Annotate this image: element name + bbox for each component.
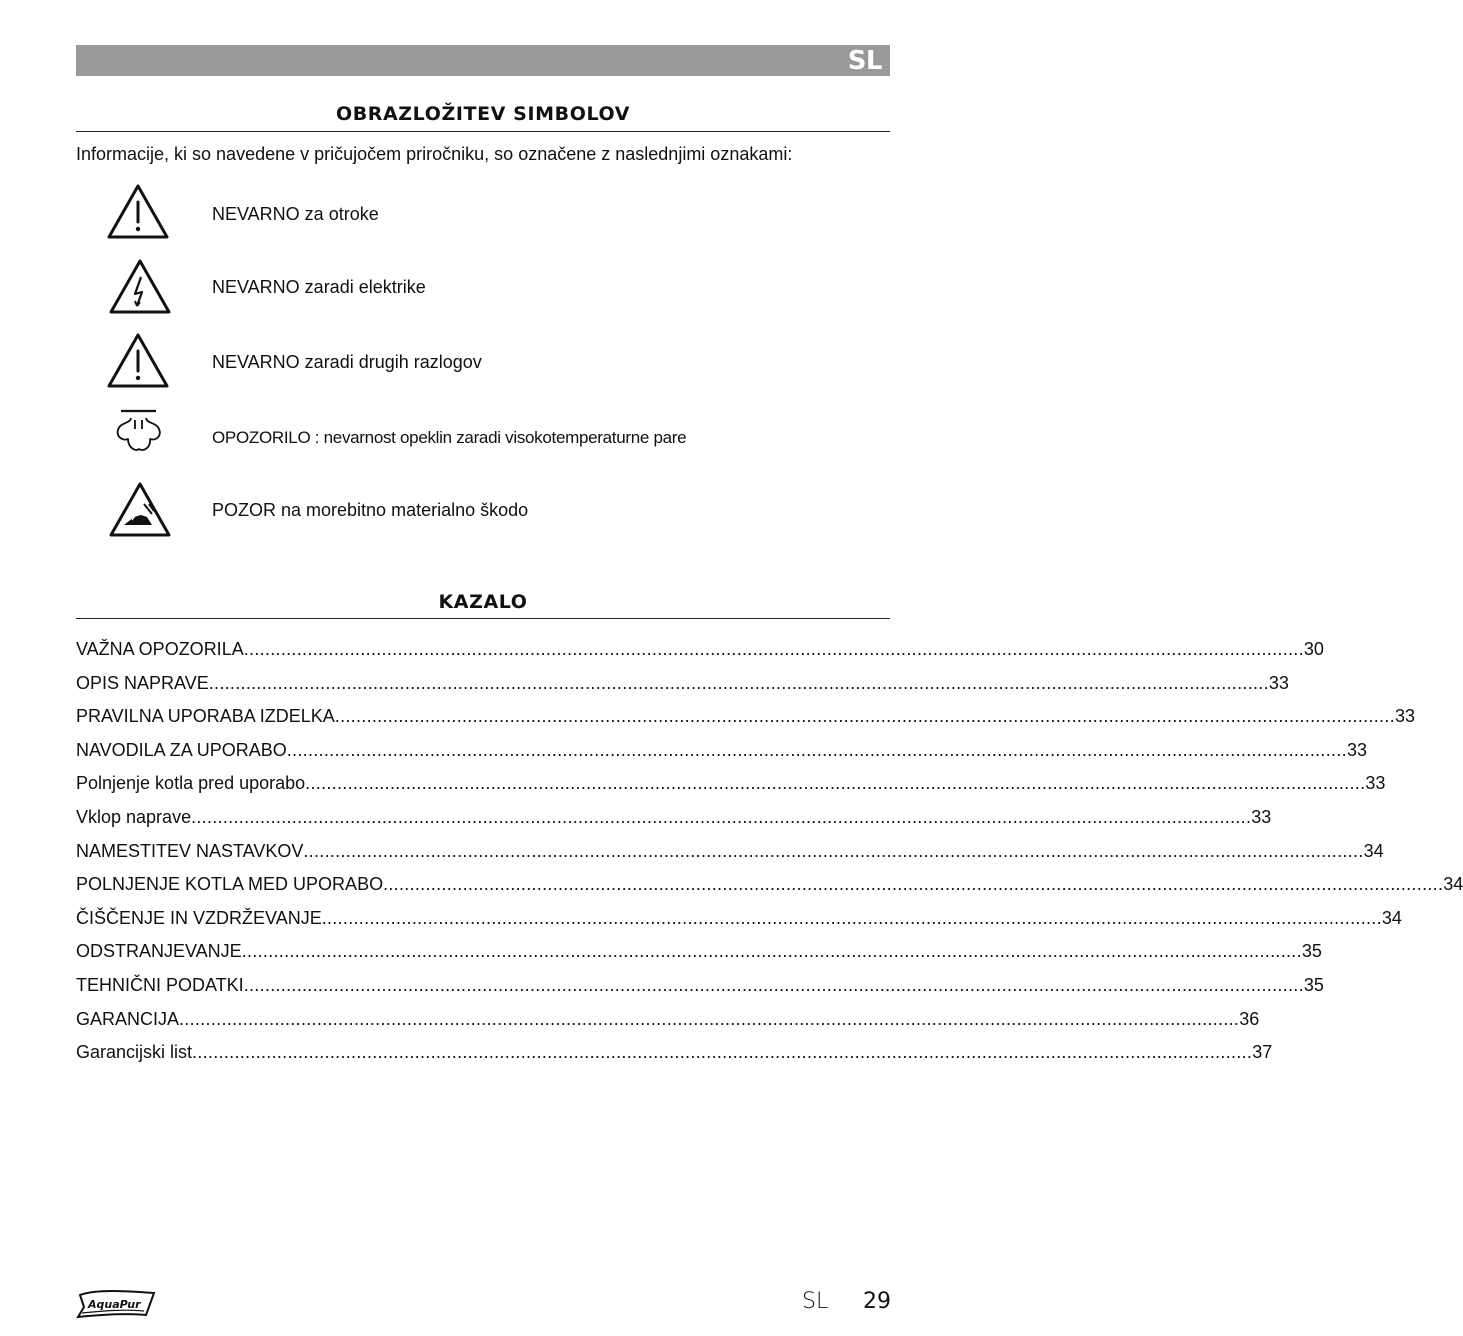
toc-entry-page: 33 [1394,706,1415,727]
toc-entry [76,672,1289,707]
toc-entry-page: 33 [1268,672,1289,693]
toc-entry-page: 34 [1443,874,1463,895]
toc-entry-label: Vklop naprave [76,806,192,827]
toc-entry-page: 33 [1251,806,1272,827]
toc-entry-label: PRAVILNA UPORABA IZDELKA [76,706,335,727]
toc-leader-dots: ........................................................................................................................................................................................................ [243,974,1304,995]
toc-entry-label: ODSTRANJEVANJE [76,941,242,962]
toc-entry [76,941,1322,975]
toc-entry-page: 35 [1301,941,1322,962]
aquapur-logo [76,1287,156,1321]
toc-entry [76,1008,1260,1043]
toc-entry-page: 36 [1239,1008,1260,1029]
toc-entry-label: POLNJENJE KOTLA MED UPORABO [76,874,384,895]
toc-leader-dots: ........................................................................................................................................................................................................ [305,773,1366,794]
table-of-contents [76,639,1463,1076]
warning-triangle-icon [106,332,170,390]
toc-entry-label: ČIŠČENJE IN VZDRŽEVANJE [76,907,322,928]
symbols-title-rule [76,131,890,132]
toc-entry [76,1042,1273,1076]
symbol-label: OPOZORILO : nevarnost opeklin zaradi visokotemperaturne pare [212,428,687,447]
symbol-label: POZOR na morebitno materialno škodo [212,500,529,520]
toc-entry [76,639,1324,673]
electric-hazard-icon [106,258,170,316]
toc-entry-page: 34 [1381,907,1402,928]
page-number: 29 [863,1289,891,1314]
toc-leader-dots: ........................................................................................................................................................................................................ [286,739,1347,760]
toc-entry-label: GARANCIJA [76,1008,180,1029]
toc-entry-page: 35 [1303,974,1324,995]
toc-entry [76,907,1402,942]
toc-leader-dots: ........................................................................................................................................................................................................ [191,806,1252,827]
hot-steam-icon [106,406,170,464]
symbol-label: NEVARNO zaradi elektrike [212,277,426,297]
toc-entry-label: Polnjenje kotla pred uporabo [76,773,306,794]
symbol-label: NEVARNO zaradi drugih razlogov [212,352,482,372]
toc-entry-page: 33 [1346,739,1367,760]
warning-triangle-icon [106,183,170,241]
toc-entry-page: 34 [1363,840,1384,861]
toc-leader-dots: ........................................................................................................................................................................................................ [208,672,1269,693]
toc-entry-label: Garancijski list [76,1042,193,1063]
toc-leader-dots: ........................................................................................................................................................................................................ [303,840,1364,861]
toc-leader-dots: ........................................................................................................................................................................................................ [241,941,1302,962]
symbol-label: NEVARNO za otroke [212,204,379,224]
toc-entry-page: 33 [1365,773,1386,794]
toc-entry [76,773,1386,807]
toc-entry [76,706,1415,740]
symbols-title: OBRAZLOŽITEV SIMBOLOV [335,103,631,125]
toc-entry-page: 30 [1303,639,1324,659]
toc-title-rule [76,618,890,619]
toc-leader-dots: ........................................................................................................................................................................................................ [321,907,1382,928]
toc-entry [76,806,1272,841]
toc-entry [76,840,1384,875]
toc-title: KAZALO [438,591,528,613]
toc-entry-page: 37 [1252,1042,1273,1063]
toc-leader-dots: ........................................................................................................................................................................................................ [179,1008,1240,1029]
toc-entry-label: NAVODILA ZA UPORABO [76,739,287,760]
toc-leader-dots: ........................................................................................................................................................................................................ [192,1042,1253,1063]
toc-entry [76,974,1324,1009]
hand-crush-hazard-icon [106,481,170,539]
toc-entry-label: TEHNIČNI PODATKI [76,974,244,995]
toc-entry [76,874,1463,908]
toc-leader-dots: ........................................................................................................................................................................................................ [334,706,1395,727]
toc-entry [76,739,1367,774]
toc-leader-dots: ........................................................................................................................................................................................................ [243,639,1304,659]
toc-entry-label: NAMESTITEV NASTAVKOV [76,840,304,861]
language-code: SL [847,46,882,76]
brand-name: AquaPur [88,1298,141,1311]
toc-entry-label: OPIS NAPRAVE [76,672,209,693]
toc-entry-label: VAŽNA OPOZORILA [76,639,244,659]
footer-language-code: SL [802,1289,829,1314]
language-bar [76,45,890,76]
toc-leader-dots: ........................................................................................................................................................................................................ [383,874,1444,895]
symbols-intro: Informacije, ki so navedene v pričujočem priročniku, so označene z naslednjimi oznakami: [76,144,793,164]
